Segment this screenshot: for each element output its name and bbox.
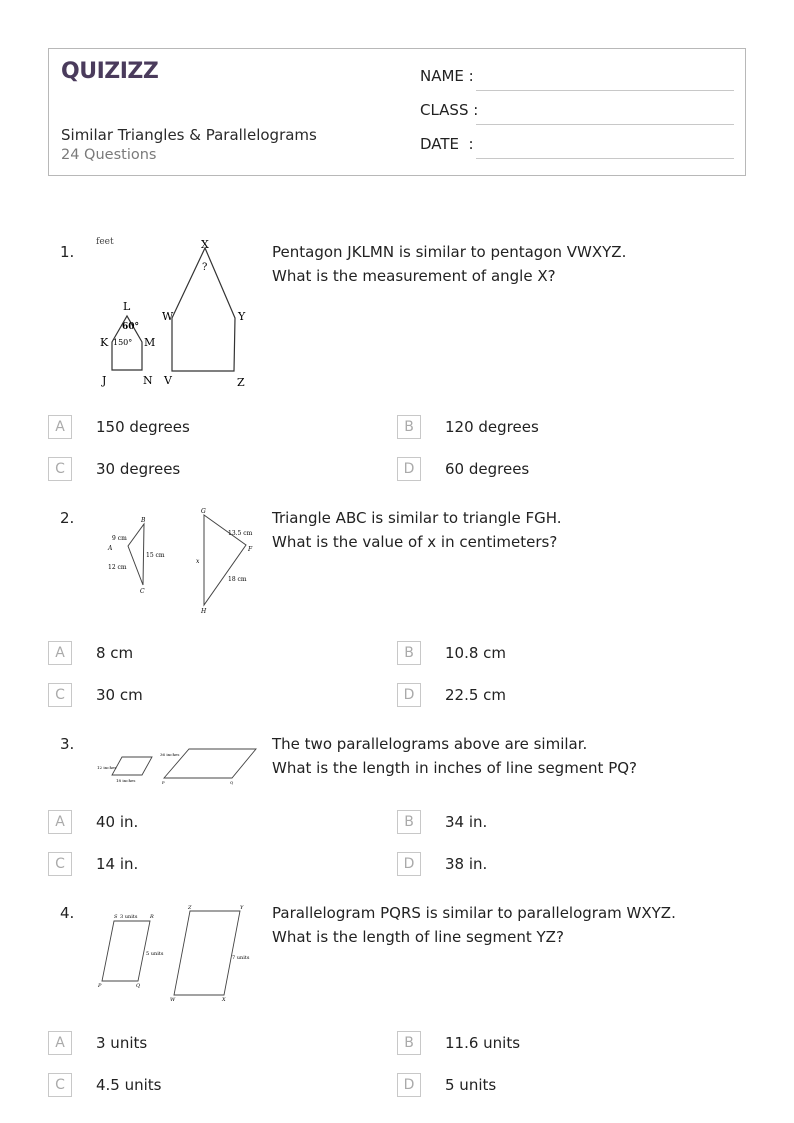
parallelogram-pqrs: [102, 921, 150, 981]
figure-label: 5 units: [146, 951, 164, 957]
figure-label: 150°: [113, 338, 133, 347]
option-c-text[interactable]: 4.5 units: [96, 1076, 162, 1094]
figure-label: 13.5 cm: [228, 530, 253, 537]
triangle-abc: [128, 524, 144, 585]
question-number: 1.: [60, 243, 75, 261]
option-a-box[interactable]: A: [48, 810, 72, 834]
figure-label: P: [98, 983, 102, 989]
figure-label: x: [196, 558, 200, 565]
figure-label: S: [114, 914, 118, 920]
figure-label: Q: [230, 780, 234, 785]
question-text: [272, 240, 712, 288]
parallelograms-pqrs-wxyz-figure: [94, 905, 260, 1005]
option-c-box[interactable]: C: [48, 852, 72, 876]
option-b-text[interactable]: 10.8 cm: [445, 644, 507, 662]
option-c-box[interactable]: C: [48, 683, 72, 707]
figure-label: P: [162, 780, 165, 785]
figure-label: W: [170, 997, 176, 1003]
parallelogram-wxyz: [174, 911, 240, 995]
question-line: Parallelogram PQRS is similar to parallelogram WXYZ.: [272, 904, 676, 922]
figure-label: K: [100, 336, 109, 349]
figure-label: 12 inches: [97, 765, 117, 770]
parallelograms-figure: [94, 745, 260, 787]
option-c-box[interactable]: C: [48, 457, 72, 481]
figure-label: N: [143, 374, 153, 387]
name-field[interactable]: [420, 67, 734, 91]
figure-label: H: [201, 608, 207, 615]
figure-label: 3 units: [120, 914, 138, 920]
option-b-box[interactable]: B: [397, 415, 421, 439]
question-line: Triangle ABC is similar to triangle FGH.: [272, 509, 562, 527]
question-text: [272, 506, 712, 554]
option-d-text[interactable]: 60 degrees: [445, 460, 530, 478]
question-line: What is the length of line segment YZ?: [272, 928, 564, 946]
option-b-text[interactable]: 34 in.: [445, 813, 488, 831]
date-label: DATE :: [420, 135, 474, 153]
figure-label: 36 inches: [160, 752, 180, 757]
figure-label: V: [164, 374, 172, 387]
option-a-box[interactable]: A: [48, 641, 72, 665]
figure-label: 18 inches: [116, 778, 136, 783]
option-c-text[interactable]: 30 cm: [96, 686, 143, 704]
option-d-text[interactable]: 38 in.: [445, 855, 488, 873]
figure-label: M: [144, 336, 156, 349]
figure-label: 60°: [122, 322, 140, 332]
triangles-figure: [100, 505, 260, 617]
option-b-text[interactable]: 120 degrees: [445, 418, 539, 436]
option-a-text[interactable]: 150 degrees: [96, 418, 190, 436]
figure-label: 9 cm: [112, 535, 127, 542]
worksheet-title: Similar Triangles & Parallelograms: [61, 126, 317, 144]
figure-label: 7 units: [232, 955, 250, 961]
name-line[interactable]: [476, 90, 734, 91]
figure-label: X: [201, 238, 209, 251]
option-d-text[interactable]: 5 units: [445, 1076, 497, 1094]
date-field[interactable]: [420, 135, 734, 159]
question-line: What is the measurement of angle X?: [272, 267, 556, 285]
figure-label: C: [140, 588, 145, 595]
figure-label: A: [108, 545, 113, 552]
question-number: 2.: [60, 509, 75, 527]
figure-label: Z: [188, 905, 192, 911]
option-d-box[interactable]: D: [397, 852, 421, 876]
option-b-box[interactable]: B: [397, 810, 421, 834]
figure-label: 12 cm: [108, 564, 127, 571]
option-a-box[interactable]: A: [48, 1031, 72, 1055]
figure-label: Y: [238, 310, 246, 323]
question-number: 4.: [60, 904, 75, 922]
option-d-box[interactable]: D: [397, 457, 421, 481]
name-label: NAME :: [420, 67, 474, 85]
figure-label: Z: [237, 376, 245, 389]
question-line: What is the length in inches of line segment PQ?: [272, 759, 638, 777]
figure-label: L: [123, 300, 131, 313]
option-a-text[interactable]: 3 units: [96, 1034, 148, 1052]
question-line: Pentagon JKLMN is similar to pentagon VWXYZ.: [272, 243, 627, 261]
class-field[interactable]: [420, 101, 734, 125]
figure-label: ?: [202, 262, 208, 273]
question-line: The two parallelograms above are similar.: [272, 735, 588, 753]
question-number: 3.: [60, 735, 75, 753]
figure-label: X: [222, 997, 226, 1003]
worksheet-header: [48, 48, 746, 176]
quizizz-logo: QUIZIZZ: [61, 59, 159, 84]
triangle-fgh: [204, 515, 246, 605]
figure-label: Q: [136, 983, 141, 989]
question-line: What is the value of x in centimeters?: [272, 533, 558, 551]
option-a-box[interactable]: A: [48, 415, 72, 439]
question-count: 24 Questions: [61, 147, 157, 163]
option-c-box[interactable]: C: [48, 1073, 72, 1097]
figure-label: 15 cm: [146, 552, 165, 559]
figure-label: 18 cm: [228, 576, 247, 583]
option-d-box[interactable]: D: [397, 683, 421, 707]
figure-label: feet: [96, 237, 114, 247]
figure-label: G: [201, 508, 206, 515]
option-b-box[interactable]: B: [397, 641, 421, 665]
question-text: [272, 901, 712, 949]
figure-label: F: [248, 546, 253, 553]
parallelogram-small: [112, 757, 152, 775]
option-c-text[interactable]: 14 in.: [96, 855, 139, 873]
figure-label: J: [102, 374, 107, 387]
figure-label: B: [141, 517, 146, 524]
figure-label: W: [162, 310, 174, 323]
option-c-text[interactable]: 30 degrees: [96, 460, 181, 478]
class-line[interactable]: [476, 124, 734, 125]
option-d-text[interactable]: 22.5 cm: [445, 686, 507, 704]
question-text: [272, 732, 712, 780]
option-a-text[interactable]: 40 in.: [96, 813, 139, 831]
option-b-text[interactable]: 11.6 units: [445, 1034, 521, 1052]
option-d-box[interactable]: D: [397, 1073, 421, 1097]
option-b-box[interactable]: B: [397, 1031, 421, 1055]
class-label: CLASS :: [420, 101, 479, 119]
date-line[interactable]: [476, 158, 734, 159]
option-a-text[interactable]: 8 cm: [96, 644, 134, 662]
figure-label: Y: [240, 905, 244, 911]
pentagon-figure: [92, 234, 262, 396]
figure-label: R: [150, 914, 154, 920]
